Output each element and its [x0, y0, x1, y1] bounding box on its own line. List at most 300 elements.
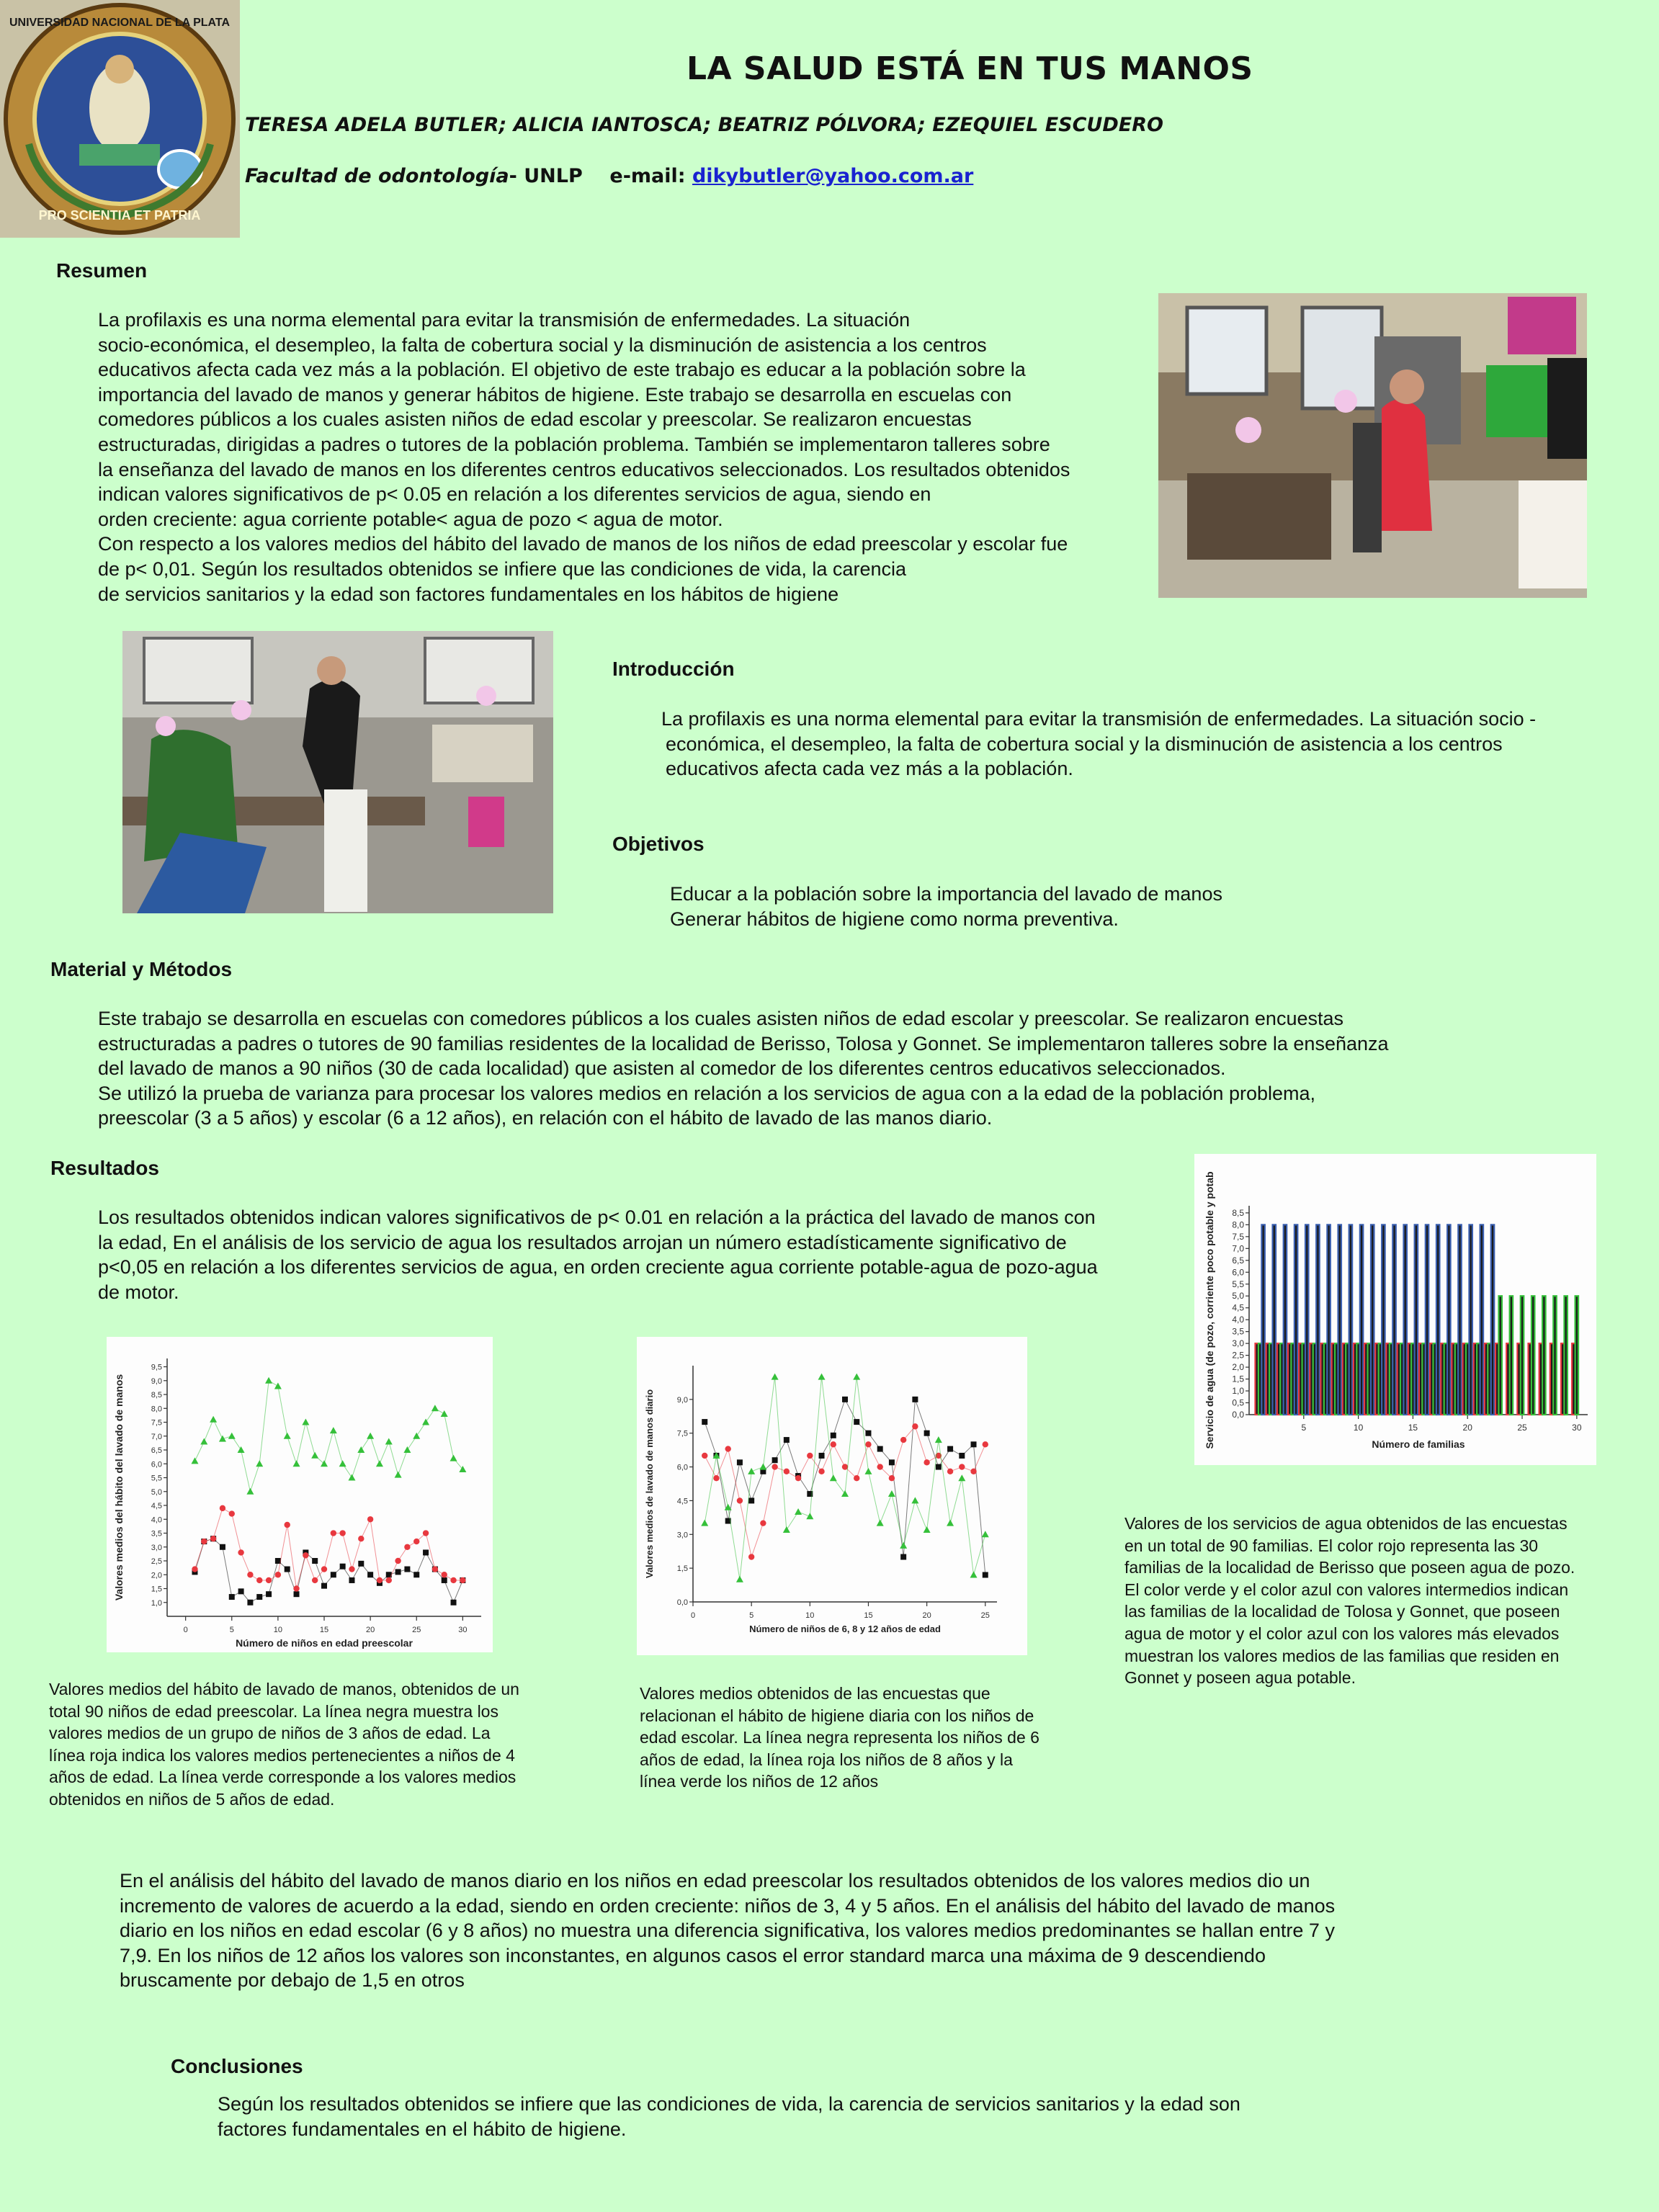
- y-tick-label: 8,5: [1232, 1207, 1244, 1218]
- y-tick-label: 1,0: [151, 1598, 162, 1608]
- data-point: [266, 1591, 272, 1597]
- x-tick-label: 5: [229, 1626, 234, 1634]
- data-point: [900, 1542, 907, 1549]
- data-point: [385, 1438, 393, 1444]
- data-point: [256, 1594, 262, 1600]
- y-tick-label: 3,0: [676, 1531, 688, 1540]
- data-point: [854, 1475, 859, 1481]
- metodos-line: Se utilizó la prueba de varianza para procesar los valores medios en relación a los servicios de agua con a la edad de la población problema,: [98, 1082, 1316, 1104]
- data-point: [256, 1460, 263, 1467]
- series-line-5-años: [195, 1381, 463, 1492]
- y-tick-label: 9,0: [676, 1395, 688, 1405]
- data-point: [725, 1446, 730, 1451]
- caption-line: Gonnet y poseen agua potable.: [1124, 1668, 1356, 1688]
- data-point: [947, 1446, 953, 1452]
- data-point: [772, 1374, 779, 1380]
- conclusiones-text: [218, 2092, 1240, 2141]
- data-point: [358, 1561, 364, 1567]
- data-point: [395, 1558, 401, 1564]
- poster-affiliation: [245, 165, 973, 187]
- data-point: [331, 1530, 336, 1536]
- bar: [1498, 1296, 1501, 1415]
- resultados-line: la edad, En el análisis de los servicio de agua los resultados arrojan un número estadísticamente significativo de: [98, 1231, 1067, 1253]
- objetivos-heading: Objetivos: [612, 833, 705, 855]
- data-point: [423, 1549, 429, 1555]
- y-tick-label: 2,0: [151, 1571, 162, 1580]
- classroom-photo-teacher: [1158, 293, 1587, 598]
- bar: [1458, 1224, 1461, 1415]
- data-point: [358, 1536, 364, 1541]
- y-tick-label: 1,0: [1232, 1386, 1244, 1397]
- classroom-photo-children: [122, 631, 553, 913]
- data-point: [246, 1488, 254, 1495]
- bar: [1382, 1224, 1385, 1415]
- data-point: [413, 1433, 420, 1439]
- x-tick-label: 20: [922, 1611, 931, 1620]
- email-link[interactable]: dikybutler@yahoo.com.ar: [692, 165, 974, 187]
- data-point: [450, 1577, 456, 1583]
- bar: [1531, 1296, 1534, 1415]
- data-point: [413, 1572, 419, 1577]
- data-point: [442, 1572, 447, 1577]
- bar: [1480, 1224, 1483, 1415]
- x-tick-label: 10: [1353, 1423, 1364, 1433]
- bar: [1510, 1296, 1513, 1415]
- x-tick-label: 15: [864, 1611, 873, 1620]
- y-tick-label: 0,5: [1232, 1397, 1244, 1408]
- bar: [1436, 1224, 1439, 1415]
- data-point: [924, 1459, 929, 1465]
- y-tick-label: 3,5: [151, 1529, 162, 1539]
- data-point: [331, 1572, 336, 1577]
- data-point: [830, 1474, 837, 1481]
- y-tick-label: 5,0: [1232, 1291, 1244, 1302]
- caption-line: Valores medios del hábito de lavado de manos, obtenidos de un: [49, 1680, 519, 1698]
- bar: [1349, 1224, 1352, 1415]
- bar: [1261, 1224, 1264, 1415]
- data-point: [312, 1558, 318, 1564]
- caption-line: las familias de la localidad de Tolosa y Gonnet, que poseen: [1124, 1602, 1560, 1621]
- x-axis-label: Número de niños en edad preescolar: [236, 1637, 413, 1649]
- caption-line: edad escolar. La línea negra representa los niños de 6: [640, 1728, 1039, 1747]
- y-tick-label: 1,5: [151, 1585, 162, 1594]
- conclusiones-line: factores fundamentales en el hábito de higiene.: [218, 2118, 627, 2140]
- y-tick-label: 3,0: [151, 1543, 162, 1552]
- bar: [1284, 1224, 1287, 1415]
- resumen-line: de p< 0,01. Según los resultados obtenidos se infiere que las condiciones de vida, la carencia: [98, 558, 906, 580]
- data-point: [795, 1508, 802, 1515]
- bar: [1338, 1224, 1341, 1415]
- caption-line: relacionan el hábito de higiene diaria con los niños de: [640, 1706, 1034, 1725]
- x-tick-label: 0: [183, 1626, 188, 1634]
- data-point: [983, 1441, 988, 1447]
- bar: [1469, 1224, 1472, 1415]
- caption-line: muestran los valores medios de las familias que residen en: [1124, 1646, 1560, 1665]
- conclusiones-heading: Conclusiones: [171, 2055, 303, 2077]
- data-point: [431, 1405, 439, 1411]
- metodos-heading: Material y Métodos: [50, 958, 233, 980]
- data-point: [192, 1566, 197, 1572]
- caption-line: Valores de los servicios de agua obtenidos de las encuestas: [1124, 1514, 1568, 1533]
- data-point: [357, 1446, 365, 1453]
- bar: [1294, 1224, 1297, 1415]
- analysis-line: 7,9. En los niños de 12 años los valores son inconstantes, en algunos casos el error standard marca una máxima de 9 descendiendo: [120, 1944, 1266, 1966]
- data-point: [275, 1572, 281, 1577]
- data-point: [854, 1419, 859, 1425]
- data-point: [303, 1552, 308, 1558]
- metodos-line: estructuradas a padres o tutores de 90 familias residentes de la localidad de Berisso, Tolosa y Gonnet. Se implementaron talleres sobre la enseñanza: [98, 1032, 1389, 1054]
- data-point: [238, 1446, 245, 1453]
- y-tick-label: 7,5: [676, 1429, 688, 1438]
- data-point: [760, 1520, 766, 1526]
- data-point: [302, 1419, 309, 1425]
- bar: [1491, 1224, 1494, 1415]
- bar: [1415, 1224, 1418, 1415]
- y-tick-label: 4,5: [1232, 1302, 1244, 1313]
- data-point: [349, 1577, 354, 1583]
- data-point: [889, 1459, 895, 1465]
- data-point: [321, 1566, 327, 1572]
- chart1-caption: [49, 1678, 519, 1811]
- x-tick-label: 20: [365, 1626, 375, 1634]
- data-point: [403, 1446, 411, 1453]
- bar: [1305, 1224, 1308, 1415]
- caption-line: en un total de 90 familias. El color rojo representa las 30: [1124, 1536, 1539, 1555]
- data-point: [947, 1520, 954, 1526]
- bar: [1360, 1224, 1363, 1415]
- series-line-12-años: [705, 1377, 985, 1580]
- data-point: [293, 1460, 300, 1467]
- y-tick-label: 4,0: [151, 1515, 162, 1525]
- data-point: [265, 1377, 272, 1384]
- x-tick-label: 20: [1462, 1423, 1472, 1433]
- data-point: [772, 1457, 778, 1463]
- data-point: [701, 1520, 708, 1526]
- data-point: [912, 1397, 918, 1402]
- caption-line: años de edad. La línea verde corresponde a los valores medios: [49, 1768, 517, 1787]
- data-point: [293, 1585, 299, 1591]
- data-point: [348, 1474, 355, 1481]
- introduccion-heading: Introducción: [612, 658, 735, 680]
- data-point: [377, 1577, 383, 1583]
- analysis-line: bruscamente por debajo de 1,5 en otros: [120, 1969, 465, 1992]
- data-point: [818, 1469, 824, 1474]
- data-point: [285, 1567, 290, 1572]
- y-tick-label: 2,0: [1232, 1362, 1244, 1373]
- data-point: [841, 1490, 849, 1497]
- series-line-6-años: [705, 1400, 985, 1575]
- y-axis-label: Valores medios de lavado de manos diario: [644, 1389, 655, 1579]
- data-point: [807, 1453, 813, 1459]
- data-point: [349, 1566, 354, 1572]
- data-point: [321, 1583, 327, 1589]
- resumen-line: Con respecto a los valores medios del hábito del lavado de manos de los niños de edad preescolar y escolar fue: [98, 533, 1068, 555]
- data-point: [284, 1433, 291, 1439]
- analysis-text: [120, 1868, 1335, 1993]
- data-point: [432, 1566, 438, 1572]
- resumen-line: la enseñanza del lavado de manos en los diferentes centros educativos seleccionados. Los resultados obtenidos: [98, 458, 1070, 480]
- data-point: [229, 1594, 235, 1600]
- poster-title: LA SALUD ESTÁ EN TUS MANOS: [687, 50, 1253, 87]
- resultados-line: Los resultados obtenidos indican valores significativos de p< 0.01 en relación a la práctica del lavado de manos con: [98, 1206, 1096, 1228]
- data-point: [256, 1577, 262, 1583]
- data-point: [367, 1433, 374, 1439]
- y-tick-label: 4,5: [676, 1497, 688, 1506]
- metodos-text: [98, 1006, 1389, 1131]
- data-point: [200, 1438, 207, 1444]
- data-point: [759, 1464, 766, 1470]
- water-service-bar-chart: [1194, 1154, 1596, 1465]
- y-tick-label: 5,5: [1232, 1279, 1244, 1289]
- data-point: [266, 1577, 272, 1583]
- resumen-line: estructuradas, dirigidas a padres o tutores de la población problema. También se implementaron talleres sobre: [98, 433, 1050, 455]
- data-point: [737, 1459, 743, 1465]
- data-point: [294, 1591, 300, 1597]
- y-tick-label: 4,5: [151, 1502, 162, 1511]
- data-point: [865, 1441, 871, 1447]
- y-tick-label: 2,5: [1232, 1350, 1244, 1361]
- data-point: [864, 1468, 872, 1474]
- data-point: [831, 1441, 836, 1447]
- objetivos-line: Educar a la población sobre la importancia del lavado de manos: [670, 883, 1222, 905]
- faculty-suffix: - UNLP: [509, 165, 583, 187]
- data-point: [367, 1572, 373, 1577]
- x-tick-label: 30: [458, 1626, 468, 1634]
- caption-line: Valores medios obtenidos de las encuestas que: [640, 1684, 991, 1703]
- y-tick-label: 6,5: [1232, 1255, 1244, 1266]
- university-logo: [0, 0, 240, 238]
- data-point: [736, 1576, 743, 1582]
- resumen-line: importancia del lavado de manos y generar hábitos de higiene. Este trabajo se desarrolla en escuelas con: [98, 383, 1012, 406]
- data-point: [339, 1460, 346, 1467]
- introduccion-line: económica, el desempleo, la falta de cobertura social y la disminución de asistencia a los centros: [666, 733, 1503, 755]
- bar: [1542, 1296, 1545, 1415]
- y-tick-label: 0,0: [676, 1598, 688, 1607]
- data-point: [311, 1452, 318, 1459]
- data-point: [442, 1577, 447, 1583]
- data-point: [842, 1464, 848, 1469]
- data-point: [247, 1600, 253, 1606]
- data-point: [924, 1430, 930, 1436]
- bar: [1521, 1296, 1524, 1415]
- data-point: [220, 1505, 225, 1511]
- data-point: [911, 1497, 918, 1503]
- data-point: [806, 1513, 813, 1519]
- y-tick-label: 9,0: [151, 1376, 162, 1386]
- data-point: [947, 1469, 953, 1474]
- data-point: [936, 1464, 942, 1470]
- resumen-line: comedores públicos a los cuales asisten niños de edad escolar y preescolar. Se realizaron encuestas: [98, 408, 972, 431]
- data-point: [220, 1544, 225, 1550]
- resumen-line: de servicios sanitarios y la edad son factores fundamentales en los hábitos de higiene: [98, 583, 839, 605]
- data-point: [312, 1577, 318, 1583]
- data-point: [460, 1577, 465, 1583]
- caption-line: valores medios de un grupo de niños de 3 años de edad. La: [49, 1724, 491, 1743]
- data-point: [386, 1577, 392, 1583]
- bar: [1327, 1224, 1330, 1415]
- resumen-heading: Resumen: [56, 259, 148, 282]
- x-tick-label: 25: [412, 1626, 421, 1634]
- data-point: [274, 1382, 282, 1389]
- faculty-name: Facultad de odontología: [245, 165, 509, 187]
- bar: [1392, 1224, 1395, 1415]
- data-point: [959, 1453, 965, 1459]
- y-tick-label: 1,5: [676, 1564, 688, 1574]
- y-tick-label: 7,0: [151, 1432, 162, 1441]
- introduccion-line: educativos afecta cada vez más a la población.: [666, 758, 1073, 780]
- logo-university-name: UNIVERSIDAD NACIONAL DE LA PLATA: [9, 17, 231, 29]
- caption-line: línea verde los niños de 12 años: [640, 1772, 879, 1791]
- data-point: [958, 1474, 965, 1481]
- resumen-text: [98, 308, 1070, 606]
- resultados-text: [98, 1205, 1098, 1304]
- analysis-line: incremento de valores de acuerdo a la edad, siendo en orden creciente: niños de 3, 4 y 5 años. En el análisis del hábito del lavado de manos: [120, 1894, 1336, 1917]
- introduccion-line: La profilaxis es una norma elemental para evitar la transmisión de enfermedades. La situación socio -: [661, 708, 1537, 730]
- x-tick-label: 30: [1572, 1423, 1582, 1433]
- data-point: [247, 1572, 253, 1577]
- y-tick-label: 6,0: [676, 1463, 688, 1472]
- bar: [1447, 1224, 1450, 1415]
- objetivos-line: Generar hábitos de higiene como norma preventiva.: [670, 908, 1119, 930]
- x-tick-label: 0: [690, 1611, 696, 1620]
- y-tick-label: 5,0: [151, 1487, 162, 1497]
- caption-line: años de edad, la línea roja los niños de 8 años y la: [640, 1750, 1013, 1769]
- bar: [1371, 1224, 1374, 1415]
- data-point: [772, 1464, 777, 1469]
- x-tick-label: 25: [980, 1611, 990, 1620]
- bar: [1316, 1224, 1319, 1415]
- y-tick-label: 3,5: [1232, 1326, 1244, 1337]
- data-point: [404, 1567, 410, 1572]
- x-axis-label: Número de familias: [1372, 1438, 1465, 1450]
- x-tick-label: 15: [1408, 1423, 1418, 1433]
- y-tick-label: 5,5: [151, 1474, 162, 1483]
- data-point: [404, 1544, 410, 1550]
- resultados-heading: Resultados: [50, 1157, 159, 1179]
- series-line-4-años: [195, 1508, 463, 1589]
- data-point: [210, 1536, 216, 1541]
- resumen-line: orden creciente: agua corriente potable< agua de pozo < agua de motor.: [98, 508, 723, 530]
- data-point: [737, 1497, 743, 1503]
- resumen-line: socio-económica, el desempleo, la falta de cobertura social y la disminución de asistencia a los centros: [98, 333, 987, 356]
- data-point: [702, 1419, 707, 1425]
- x-axis-label: Número de niños de 6, 8 y 12 años de edad: [749, 1624, 941, 1634]
- bar: [1403, 1224, 1406, 1415]
- data-point: [889, 1475, 895, 1481]
- data-point: [983, 1572, 988, 1578]
- chart2-caption: [640, 1683, 1039, 1793]
- data-point: [395, 1569, 401, 1575]
- data-point: [970, 1572, 978, 1578]
- bar: [1273, 1224, 1276, 1415]
- data-point: [865, 1430, 871, 1436]
- y-tick-label: 8,5: [151, 1391, 162, 1400]
- data-point: [201, 1539, 207, 1544]
- conclusiones-line: Según los resultados obtenidos se infiere que las condiciones de vida, la carencia de servicios sanitarios y la edad son: [218, 2093, 1240, 2115]
- data-point: [229, 1510, 235, 1516]
- data-point: [877, 1446, 883, 1452]
- analysis-line: diario en los niños en edad escolar (6 y 8 años) no muestra una diferencia significativa, los valores medios predominantes se hallan entre 7 y: [120, 1920, 1335, 1942]
- data-point: [819, 1453, 825, 1459]
- data-point: [982, 1531, 989, 1537]
- caption-line: línea roja indica los valores medios pertenecientes a niños de 4: [49, 1745, 515, 1765]
- resumen-line: indican valores significativos de p< 0.05 en relación a los diferentes servicios de agua, siendo en: [98, 483, 931, 506]
- data-point: [238, 1588, 244, 1594]
- series-line-3-años: [195, 1539, 463, 1603]
- data-point: [748, 1468, 755, 1474]
- bar: [1553, 1296, 1556, 1415]
- data-point: [450, 1455, 457, 1461]
- caption-line: agua de motor y el color azul con los valores más elevados: [1124, 1624, 1560, 1643]
- data-point: [713, 1475, 719, 1481]
- email-label: e-mail:: [609, 165, 686, 187]
- metodos-line: preescolar (3 a 5 años) y escolar (6 a 12 años), en relación con el hábito de lavado de las manos diario.: [98, 1107, 993, 1129]
- x-tick-label: 10: [805, 1611, 815, 1620]
- data-point: [831, 1433, 836, 1438]
- x-tick-label: 5: [749, 1611, 754, 1620]
- x-tick-label: 15: [319, 1626, 329, 1634]
- data-point: [784, 1469, 790, 1474]
- data-point: [422, 1419, 429, 1425]
- data-point: [702, 1453, 707, 1459]
- resultados-line: p<0,05 en relación a los diferentes servicios de agua, en orden creciente agua corriente potable-agua de pozo-agua: [98, 1256, 1098, 1279]
- x-tick-label: 10: [273, 1626, 283, 1634]
- data-point: [339, 1530, 345, 1536]
- y-tick-label: 7,0: [1232, 1243, 1244, 1254]
- analysis-line: En el análisis del hábito del lavado de manos diario en los niños en edad preescolar los resultados obtenidos de los valores medios dio un: [120, 1870, 1310, 1891]
- data-point: [441, 1410, 448, 1417]
- y-tick-label: 8,0: [1232, 1219, 1244, 1230]
- school-handwashing-chart: [637, 1337, 1027, 1655]
- data-point: [795, 1475, 801, 1481]
- y-tick-label: 7,5: [1232, 1231, 1244, 1242]
- data-point: [330, 1427, 337, 1433]
- data-point: [842, 1397, 848, 1402]
- data-point: [219, 1436, 226, 1442]
- data-point: [228, 1433, 236, 1439]
- objetivos-text: [670, 882, 1222, 931]
- y-tick-label: 8,0: [151, 1405, 162, 1414]
- y-tick-label: 0,0: [1232, 1410, 1244, 1420]
- data-point: [912, 1423, 918, 1429]
- y-tick-label: 3,0: [1232, 1338, 1244, 1349]
- resumen-line: La profilaxis es una norma elemental para evitar la transmisión de enfermedades. La situación: [98, 309, 911, 331]
- bar: [1564, 1296, 1567, 1415]
- y-tick-label: 6,5: [151, 1446, 162, 1456]
- data-point: [191, 1457, 198, 1464]
- y-axis-label: Valores medios del hábito del lavado de manos: [113, 1374, 125, 1601]
- bar: [1426, 1224, 1428, 1415]
- bar: [1575, 1296, 1578, 1415]
- data-point: [959, 1464, 965, 1469]
- y-tick-label: 6,0: [1232, 1267, 1244, 1278]
- y-tick-label: 7,5: [151, 1418, 162, 1428]
- y-tick-label: 2,5: [151, 1557, 162, 1567]
- data-point: [376, 1460, 383, 1467]
- logo-motto: PRO SCIENTIA ET PATRIA: [38, 208, 201, 223]
- x-tick-label: 5: [1301, 1423, 1307, 1433]
- x-tick-label: 25: [1517, 1423, 1527, 1433]
- y-axis-label: Servicio de agua (de pozo, corriente poco potable y potab: [1204, 1171, 1215, 1449]
- data-point: [970, 1469, 976, 1474]
- resumen-line: educativos afecta cada vez más a la población. El objetivo de este trabajo es educar a la población sobre la: [98, 359, 1026, 381]
- data-point: [900, 1437, 906, 1443]
- data-point: [935, 1436, 942, 1443]
- caption-line: obtenidos en niños de 5 años de edad.: [49, 1789, 335, 1809]
- data-point: [924, 1526, 931, 1533]
- preschool-handwashing-chart: [107, 1337, 493, 1652]
- data-point: [900, 1554, 906, 1560]
